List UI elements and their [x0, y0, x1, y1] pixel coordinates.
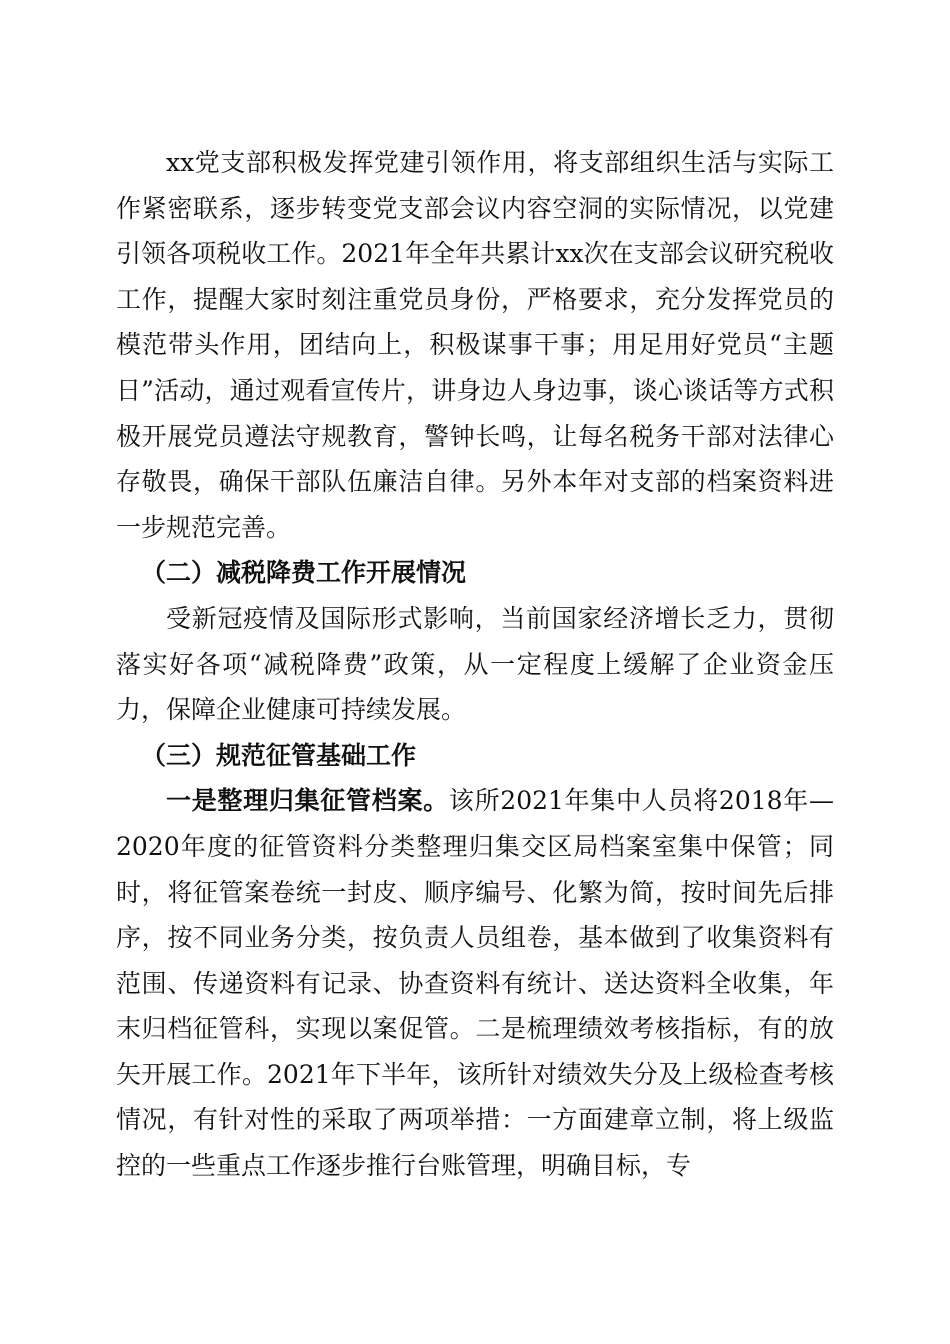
paragraph-tax-reduction: 受新冠疫情及国际形式影响，当前国家经济增长乏力，贯彻落实好各项“减税降费”政策，从一定程度上缓解了企业资金压力，保障企业健康可持续发展。: [116, 603, 834, 725]
paragraph-lead-phrase: 一是整理归集征管档案。: [166, 786, 449, 816]
document-body: [116, 140, 834, 1189]
section-heading-collection-management: （三）规范征管基础工作: [141, 740, 417, 770]
paragraph-body-text: 该所2021年集中人员将2018年—2020年度的征管资料分类整理归集交区局档案室集中保管；同时，将征管案卷统一封皮、顺序编号、化繁为简，按时间先后排序，按不同业务分类，按负责人员组卷，基本做到了收集资料有范围、传递资料有记录、协查资料有统计、送达资料全收集，年末归档征管科，实现以案促管。二是梳理绩效考核指标，有的放矢开展工作。2021年下半年，该所针对绩效失分及上级检查考核情况，有针对性的采取了两项举措：一方面建章立制，将上级监控的一些重点工作逐步推行台账管理，明确目标，专: [116, 786, 834, 1181]
paragraph-party-building: xx党支部积极发挥党建引领作用，将支部组织生活与实际工作紧密联系，逐步转变党支部会议内容空洞的实际情况，以党建引领各项税收工作。2021年全年共累计xx次在支部会议研究税收工作，提醒大家时刻注重党员身份，严格要求，充分发挥党员的模范带头作用，团结向上，积极谋事干事；用足用好党员“主题日”活动，通过观看宣传片，讲身边人身边事，谈心谈话等方式积极开展党员遵法守规教育，警钟长鸣，让每名税务干部对法律心存敬畏，确保干部队伍廉洁自律。另外本年对支部的档案资料进一步规范完善。: [116, 148, 834, 542]
section-heading-tax-reduction: （二）减税降费工作开展情况: [141, 558, 467, 588]
paragraph-collection-management: [116, 778, 834, 1188]
